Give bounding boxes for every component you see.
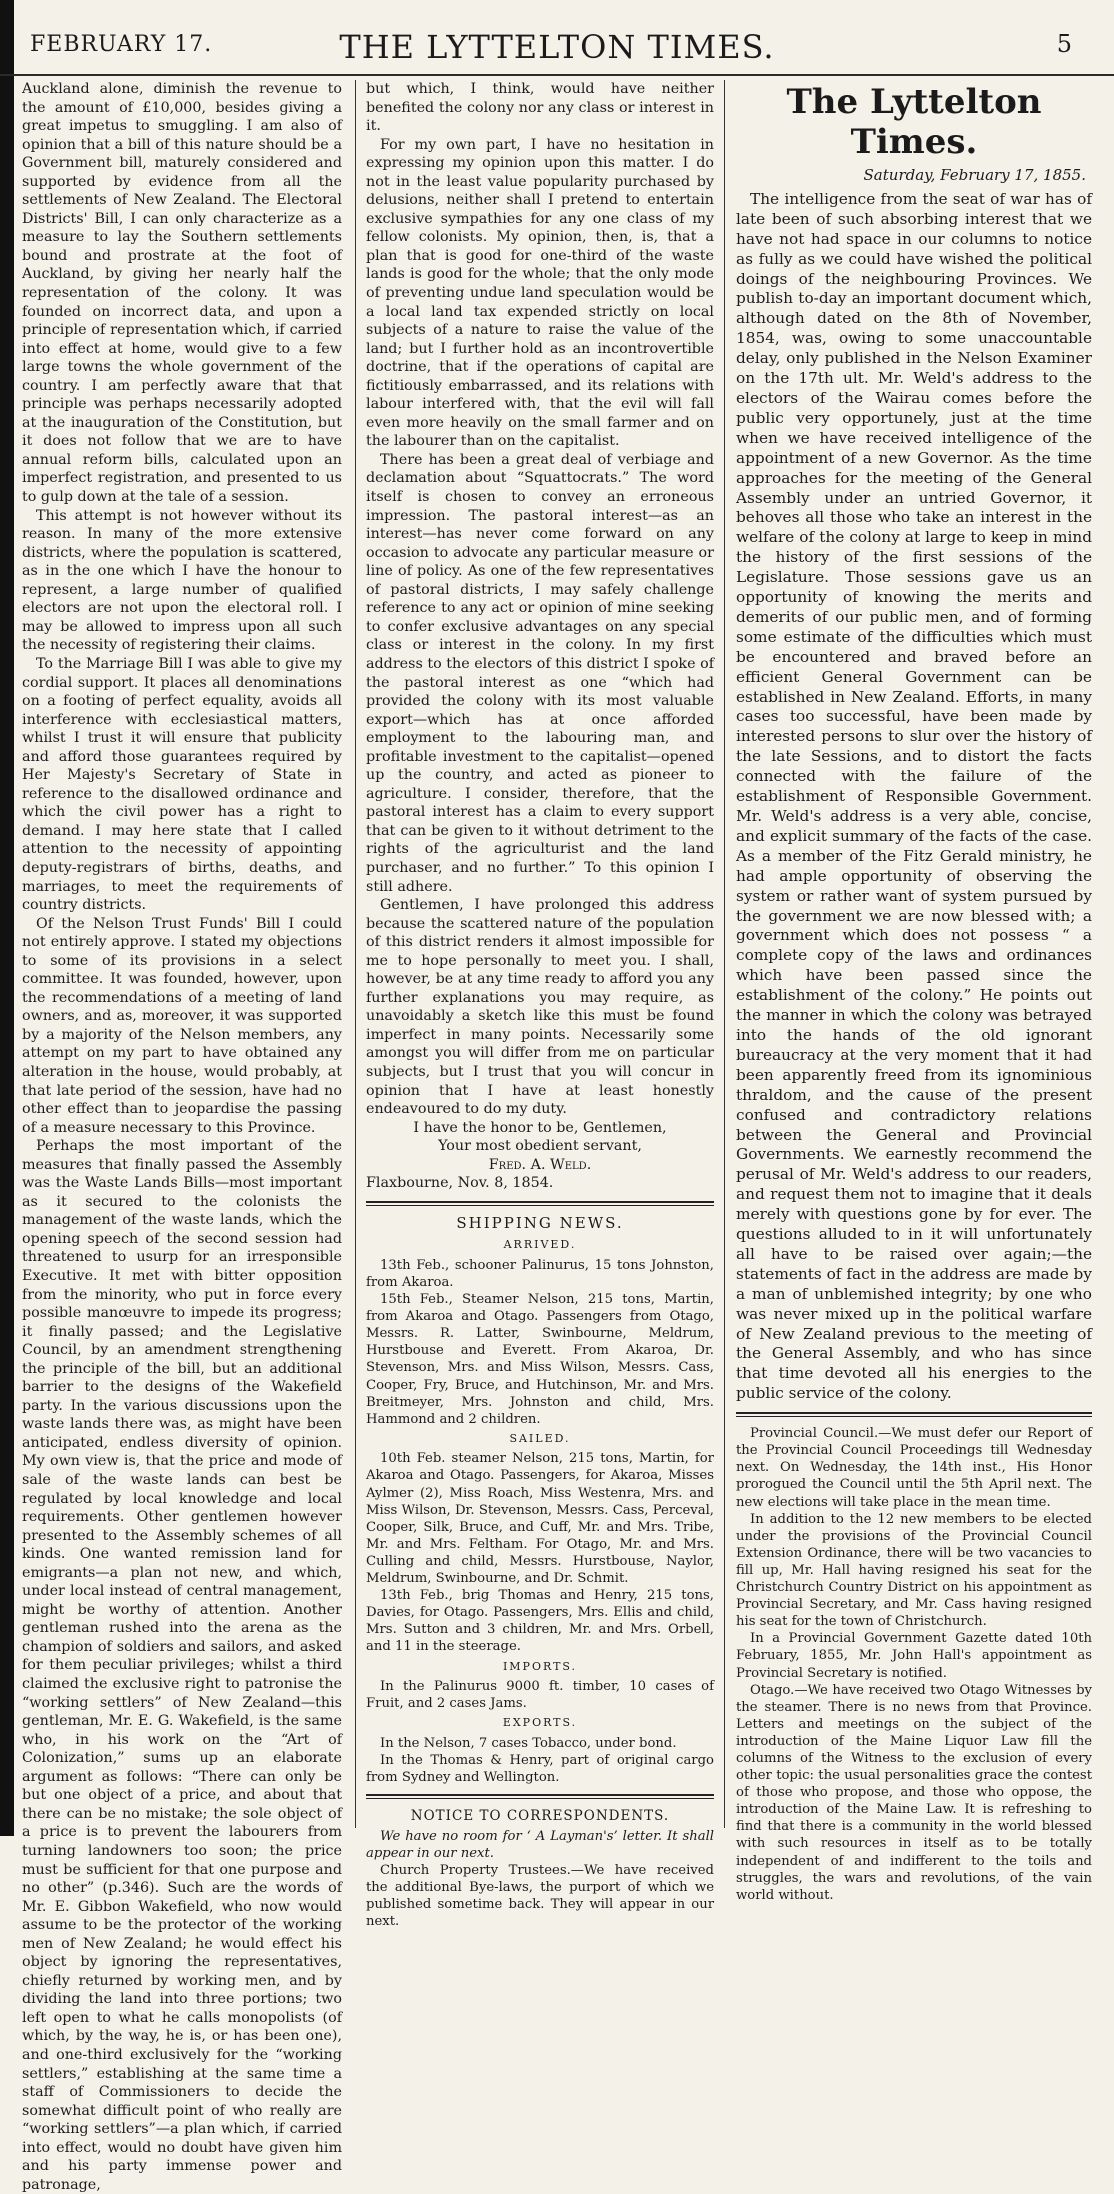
masthead-title: THE LYTTELTON TIMES. bbox=[339, 28, 775, 66]
section-divider bbox=[366, 1794, 714, 1799]
column-2 bbox=[366, 80, 714, 1930]
news-item: Otago.—We have received two Otago Witnesses by the steamer. There is no news from that Province. Letters and meetings on the subject of the introduction of the Maine Liquor Law fill the columns of the Witness to the exclusion of every other topic: the usual personalities grace the contest of those who propose, and those who oppose, the introduction of the Maine Law. It is refreshing to find that there is a community in the world blessed with such resources in itself as to be totally independent of and indifferent to the toils and struggles, the wars and revolutions, of the vain world without. bbox=[736, 1682, 1092, 1903]
signoff-line: Your most obedient servant, bbox=[438, 1138, 642, 1155]
signoff-line: I have the honor to be, Gentlemen, bbox=[413, 1119, 667, 1136]
paragraph: There has been a great deal of verbiage and declamation about “Squattocrats.” The word itself is chosen to convey an erroneous impression. The pastoral interest—as an interest—has never come forward on any occasion to advocate any particular measure or line of policy. As one of the few representatives of pastoral districts, I may safely challenge reference to any act or opinion of mine seeking to confer exclusive advantages on any special class or interest in the colony. In my first address to the electors of this district I spoke of the pastoral interest as one “which had provided the colony with its most valuable export—which has at once afforded employment to the labouring man, and profitable investment to the capitalist—opened up the country, and acted as pioneer to agriculture. I consider, therefore, that the pastoral interest has a claim to every support that can be given to it without detriment to the rights of the agriculturist and the land purchaser, and no further.” To this opinion I still adhere. bbox=[366, 451, 714, 895]
notice-text: We have no room for ‘ A Layman's’ letter. It shall appear in our next. bbox=[366, 1828, 714, 1861]
imports-label: IMPORTS. bbox=[502, 1659, 578, 1673]
masthead bbox=[0, 20, 1114, 76]
shipping-entry: 15th Feb., Steamer Nelson, 215 tons, Martin, from Akaroa and Otago. Passengers from Otago, Messrs. R. Latter, Swinbourne, Meldrum, Hurstbouse and Everett. From Akaroa, Dr. Stevenson, Mrs. and Miss Wilson, Messrs. Cass, Cooper, Fry, Bruce, and Hutchinson, Mr. and Mrs. Breitmeyer, Mrs. Johnston and child, Mrs. Hammond and 2 children. bbox=[366, 1292, 714, 1427]
column-rule bbox=[724, 80, 725, 1828]
section-divider bbox=[366, 1201, 714, 1206]
notice-item: Church Property Trustees.—We have received the additional Bye-laws, the purport of which we published sometime back. They will appear in our next. bbox=[366, 1862, 714, 1930]
paragraph: Auckland alone, diminish the revenue to the amount of £10,000, besides giving a great impetus to smuggling. I am also of opinion that a bill of this nature should be a Government bill, maturely considered and supported by evidence from all the settlements of New Zealand. The Electoral Districts' Bill, I can only characterize as a measure to lay the Southern settlements bound and prostrate at the foot of Auckland, by giving her nearly half the representation of the colony. It was founded on incorrect data, and upon a principle of representation which, if carried into effect at home, would give to a few large towns the whole government of the country. I am perfectly aware that that principle was perhaps necessarily adopted at the inauguration of the Constitution, but it does not follow that we are to have annual reform bills, calculated upon an imperfect registration, and presented to us to gulp down at the tale of a session. bbox=[22, 81, 342, 506]
binding-edge bbox=[0, 0, 14, 1836]
leader-title: The Lyttelton Times. bbox=[786, 82, 1042, 162]
notice-heading: NOTICE TO CORRESPONDENTS. bbox=[410, 1808, 670, 1825]
column-3 bbox=[736, 80, 1092, 1903]
arrived-label: ARRIVED. bbox=[503, 1238, 577, 1252]
shipping-entry: In the Thomas & Henry, part of original cargo from Sydney and Wellington. bbox=[366, 1752, 714, 1785]
shipping-entry: In the Palinurus 9000 ft. timber, 10 cases of Fruit, and 2 cases Jams. bbox=[366, 1679, 714, 1712]
sailed-label: SAILED. bbox=[509, 1431, 571, 1445]
column-rule bbox=[355, 80, 356, 1828]
paragraph: Gentlemen, I have prolonged this address because the scattered nature of the population of this district renders it almost impossible for me to hope personally to meet you. I shall, however, be at any time ready to afford you any further explanations you may require, as unavoidably a sketch like this must be found imperfect in many points. Necessarily some amongst you will differ from me on particular subjects, but I trust that you will concur in opinion that I have at least honestly endeavoured to do my duty. bbox=[366, 897, 714, 1118]
shipping-heading: SHIPPING NEWS. bbox=[456, 1213, 624, 1232]
news-item: In addition to the 12 new members to be elected under the provisions of the Provincial Council Extension Ordinance, there will be two vacancies to fill up, Mr. Hall having resigned his seat for the Christchurch Country District on his appointment as Provincial Secretary, and Mr. Cass having resigned his seat for the town of Christchurch. bbox=[736, 1511, 1092, 1630]
exports-label: EXPORTS. bbox=[502, 1716, 578, 1730]
masthead-date: FEBRUARY 17. bbox=[30, 32, 213, 57]
paragraph: This attempt is not however without its reason. In many of the more extensive districts, where the population is scattered, as in the one which I have the honour to represent, a large number of qualified electors are not upon the electoral roll. I may be allowed to impress upon all such the necessity of registering their claims. bbox=[22, 507, 342, 654]
news-item: In a Provincial Government Gazette dated 10th February, 1855, Mr. John Hall's appointment as Provincial Secretary is notified. bbox=[736, 1631, 1092, 1681]
shipping-entry: In the Nelson, 7 cases Tobacco, under bond. bbox=[380, 1735, 677, 1751]
leader-date: Saturday, February 17, 1855. bbox=[863, 166, 1086, 184]
paragraph: For my own part, I have no hesitation in expressing my opinion upon this matter. I do not in the least value popularity purchased by delusions, neither shall I pretend to entertain exclusive sympathies for any one class of my fellow colonists. My opinion, then, is, that a plan that is good for one-third of the waste lands is good for the whole; that the only mode of preventing undue land speculation would be a local land tax expended strictly on local subjects of a nature to raise the value of the land; but I further hold as an incontrovertible doctrine, that if the operations of capital are fictitiously embarrassed, and its relations with labour interfered with, that the evil will fall even more heavily on the small farmer and on the labourer than on the capitalist. bbox=[366, 136, 714, 450]
signature: Fred. A. Weld. bbox=[488, 1156, 592, 1173]
news-item: Provincial Council.—We must defer our Report of the Provincial Council Proceedings till Wednesday next. On Wednesday, the 14th inst., His Honor prorogued the Council until the 5th April next. The new elections will take place in the mean time. bbox=[736, 1426, 1092, 1510]
paragraph: Of the Nelson Trust Funds' Bill I could not entirely approve. I stated my objections to some of its provisions in a select committee. It was founded, however, upon the recommendations of a meeting of land owners, and as, moreover, it was supported by a majority of the Nelson members, any attempt on my part to have obtained any alteration in the house, would probably, at that late period of the session, have had no other effect than to jeopardise the passing of a measure necessary to this Province. bbox=[22, 915, 342, 1136]
dateline: Flaxbourne, Nov. 8, 1854. bbox=[366, 1175, 554, 1192]
paragraph: Perhaps the most important of the measures that finally passed the Assembly was the Waste Lands Bills—most important as it secured to the colonists the management of the waste lands, which the opening speech of the second session had threatened to usurp for an irresponsible Executive. It met with bitter opposition from the minority, who put in force every possible manœuvre to impede its progress; it finally passed; and the Legislative Council, by an amendment strengthening the principle of the bill, but an additional barrier to the designs of the Wakefield party. In the various discussions upon the waste lands there was, as might have been anticipated, endless diversity of opinion. My own view is, that the price and mode of sale of the waste lands can best be regulated by local knowledge and local requirements. Other gentlemen however presented to the Assembly schemes of all kinds. One wanted remission land for emigrants—a plan not new, and which, under local instead of central management, might be worthy of attention. Another gentleman rushed into the arena as the champion of soldiers and sailors, and asked for them peculiar privileges; whilst a third claimed the exclusive right to patronise the “working settlers” of New Zealand—this gentleman, Mr. E. G. Wakefield, is the same who, in his work on the “Art of Colonization,” sums up an elaborate argument as follows: “There can only be but one object of a price, and about that there can be no mistake; the sole object of a price is to prevent the labourers from turning landowners too soon; the price must be sufficient for that one purpose and no other” (p.346). Such are the words of Mr. E. Gibbon Wakefield, who now would assume to be the protector of the working men of New Zealand; he would effect his object by ignoring the representatives, chiefly returned by working men, and by dividing the land into three portions; two left open to what he calls monopolists (of which, by the way, he is, or has been one), and one-third exclusively for the “working settlers,” establishing at the same time a staff of Commissioners to decide the somewhat difficult point of who really are “working settlers”—a plan which, if carried into effect, would no doubt have given him and his party immense power and patronage, bbox=[22, 1138, 342, 2193]
column-1 bbox=[22, 80, 342, 2193]
leader-paragraph: The intelligence from the seat of war has of late been of such absorbing interest that we have not had space in our columns to notice as fully as we could have wished the political doings of the neighbouring Provinces. We publish to-day an important document which, although dated on the 8th of November, 1854, was, owing to some unaccountable delay, only published in the Nelson Examiner on the 17th ult. Mr. Weld's address to the electors of the Wairau comes before the public very opportunely, just at the time when we have received intelligence of the appointment of a new Governor. As the time approaches for the meeting of the General Assembly under an untried Governor, it behoves all those who take an interest in the welfare of the colony at large to keep in mind the history of the first sessions of the Legislature. Those sessions gave us an opportunity of knowing the merits and demerits of our public men, and of forming some estimate of the difficulties which must be encountered and braved before an efficient General Government can be established in New Zealand. Efforts, in many cases too successful, have been made by interested persons to slur over the history of the late Sessions, and to distort the facts connected with the failure of the establishment of Responsible Government. Mr. Weld's address is a very able, concise, and explicit summary of the facts of the case. As a member of the Fitz Gerald ministry, he had ample opportunity of observing the system or rather want of system pursued by the government we are now blessed with; a government which does not possess “ a complete copy of the laws and ordinances which have been passed since the establishment of the colony.” He points out the manner in which the colony was betrayed into the hands of the old ignorant bureaucracy at the very moment that it had been apparently freed from its ignominious thraldom, and the cause of the present confused and contradictory relations between the General and Provincial Governments. We earnestly recommend the perusal of Mr. Weld's address to our readers, and request them not to imagine that it deals merely with questions gone by for ever. The questions alluded to in it will unfortunately all have to be raised over again;—the statements of fact in the address are made by a man of unblemished integrity; by one who was never mixed up in the political warfare of New Zealand previous to the meeting of the General Assembly, and who has since that time devoted all his energies to the public service of the colony. bbox=[736, 189, 1092, 1403]
paragraph: To the Marriage Bill I was able to give my cordial support. It places all denominations on a footing of perfect equality, avoids all interference with ecclesiastical matters, whilst I trust it will ensure that publicity and afford those guarantees required by Her Majesty's Secretary of State in reference to the disallowed ordinance and which the civil power has a right to demand. I may here state that I called attention to the necessity of appointing deputy-registrars of births, deaths, and marriages, to meet the requirements of country districts. bbox=[22, 655, 342, 914]
shipping-entry: 13th Feb., brig Thomas and Henry, 215 tons, Davies, for Otago. Passengers, Mrs. Ellis and child, Mrs. Sutton and 3 children, Mr. and Mrs. Orbell, and 11 in the steerage. bbox=[366, 1588, 714, 1655]
paragraph: but which, I think, would have neither benefited the colony nor any class or interest in it. bbox=[366, 81, 714, 135]
shipping-entry: 10th Feb. steamer Nelson, 215 tons, Martin, for Akaroa and Otago. Passengers, for Akaroa, Misses Aylmer (2), Miss Roach, Miss Westenra, Mrs. and Miss Wilson, Dr. Stevenson, Messrs. Cass, Perceval, Cooper, Silk, Bruce, and Cuff, Mr. and Mrs. Tribe, Mr. and Mrs. Feltham. For Otago, Mr. and Mrs. Culling and child, Messrs. Hurstbouse, Naylor, Meldrum, Swinbourne, and Dr. Schmit. bbox=[366, 1451, 714, 1587]
page-number: 5 bbox=[1056, 30, 1072, 58]
section-divider bbox=[736, 1412, 1092, 1417]
shipping-entry: 13th Feb., schooner Palinurus, 15 tons Johnston, from Akaroa. bbox=[366, 1257, 714, 1290]
